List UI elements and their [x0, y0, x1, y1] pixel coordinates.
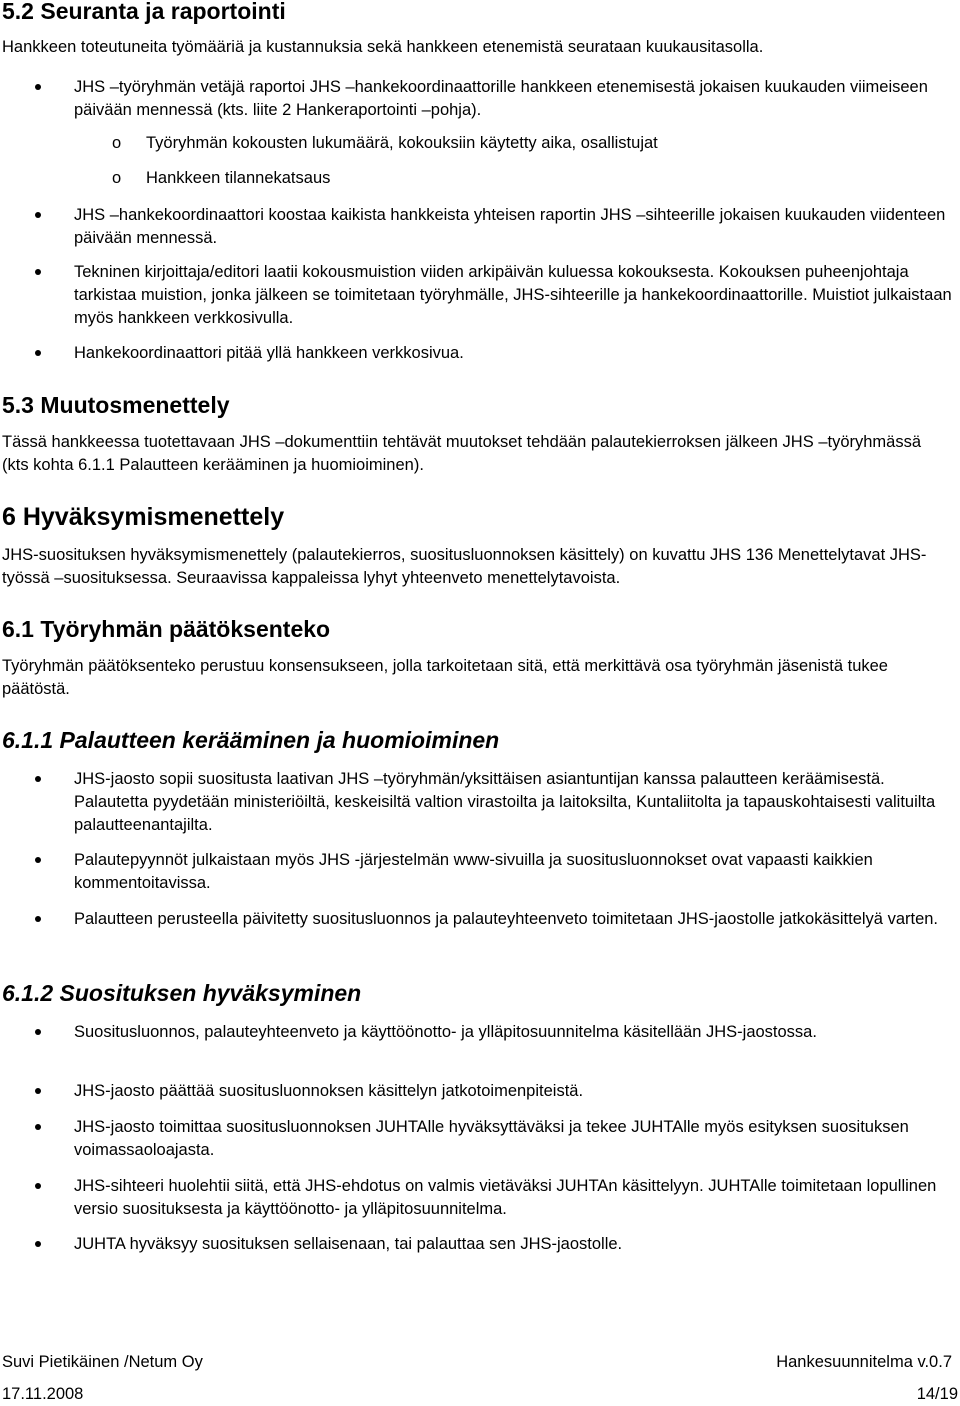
- section-heading-6-1: 6.1 Työryhmän päätöksenteko: [2, 616, 331, 642]
- section-heading-6-1-2: 6.1.2 Suosituksen hyväksyminen: [2, 980, 362, 1006]
- section-5-3-body: Tässä hankkeessa tuotettavaan JHS –dokumenttiin tehtävät muutokset tehdään palautekierroksen jälkeen JHS –työryhmässä (kts kohta 6.1.1 Palautteen kerääminen ja huomioiminen).: [2, 433, 922, 474]
- circle-bullet-icon: o: [112, 169, 122, 187]
- list-item-text: JUHTA hyväksyy suosituksen sellaisenaan, tai palauttaa sen JHS-jaostolle.: [74, 1235, 623, 1253]
- list-item-text: Hankekoordinaattori pitää yllä hankkeen verkkosivua.: [74, 344, 464, 362]
- list-item-text: JHS-jaosto päättää suositusluonnoksen käsittelyn jatkotoimenpiteistä.: [74, 1082, 584, 1100]
- bullet-icon: [35, 212, 41, 218]
- bullet-icon: [35, 1183, 41, 1189]
- bullet-icon: [35, 1241, 41, 1247]
- list-item-text: JHS-jaosto toimittaa suositusluonnoksen JUHTAlle hyväksyttäväksi ja tekee JUHTAlle myös esityksen suosituksen voimassaoloajasta.: [74, 1118, 909, 1159]
- sub-list-item-text: Hankkeen tilannekatsaus: [146, 169, 331, 187]
- footer-document-version: Hankesuunnitelma v.0.7: [776, 1353, 952, 1371]
- circle-bullet-icon: o: [112, 134, 122, 152]
- footer-author: Suvi Pietikäinen /Netum Oy: [2, 1353, 203, 1371]
- section-heading-6-1-1: 6.1.1 Palautteen kerääminen ja huomioiminen: [2, 727, 500, 753]
- footer-date: 17.11.2008: [2, 1385, 84, 1403]
- bullet-icon: [35, 916, 41, 922]
- section-6-body: JHS-suosituksen hyväksymismenettely (palautekierros, suositusluonnoksen käsittely) on kuvattu JHS 136 Menettelytavat JHS-työssä –suosituksessa. Seuraavissa kappaleissa lyhyt yhteenveto menettelytavoista.: [2, 546, 927, 587]
- list-item-text: Palautteen perusteella päivitetty suositusluonnos ja palauteyhteenveto toimitetaan JHS-jaostolle jatkokäsittelyä varten.: [74, 910, 939, 928]
- list-item-text: Palautepyynnöt julkaistaan myös JHS -järjestelmän www-sivuilla ja suositusluonnokset ovat vapaasti kaikkien kommentoitavissa.: [74, 851, 873, 892]
- bullet-icon: [35, 1124, 41, 1130]
- bullet-icon: [35, 1088, 41, 1094]
- section-heading-5-2: 5.2 Seuranta ja raportointi: [2, 0, 286, 24]
- section-heading-6: 6 Hyväksymismenettely: [2, 503, 285, 531]
- list-item-text: JHS –työryhmän vetäjä raportoi JHS –hankekoordinaattorille hankkeen etenemisestä jokaisen kuukauden viimeiseen päivään mennessä (kts. liite 2 Hankeraportointi –pohja).: [74, 78, 928, 119]
- bullet-icon: [35, 1029, 41, 1035]
- section-5-2-intro: Hankkeen toteutuneita työmääriä ja kustannuksia sekä hankkeen etenemistä seurataan kuukausitasolla.: [2, 38, 764, 56]
- bullet-icon: [35, 350, 41, 356]
- list-item-text: JHS-sihteeri huolehtii siitä, että JHS-ehdotus on valmis vietäväksi JUHTAn käsittelyyn. JUHTAlle toimitetaan lopullinen versio suosituksesta ja käyttöönotto- ja ylläpitosuunnitelma.: [74, 1177, 937, 1218]
- section-6-1-body: Työryhmän päätöksenteko perustuu konsensukseen, jolla tarkoitetaan sitä, että merkittävä osa työryhmän jäsenistä tukee päätöstä.: [2, 657, 888, 698]
- bullet-icon: [35, 84, 41, 90]
- bullet-icon: [35, 269, 41, 275]
- sub-list-item-text: Työryhmän kokousten lukumäärä, kokouksiin käytetty aika, osallistujat: [146, 134, 658, 152]
- list-item-text: JHS –hankekoordinaattori koostaa kaikista hankkeista yhteisen raportin JHS –sihteerille jokaisen kuukauden viidenteen päivään mennessä.: [74, 206, 946, 247]
- footer-page-number: 14/19: [916, 1385, 958, 1403]
- bullet-icon: [35, 857, 41, 863]
- bullet-icon: [35, 776, 41, 782]
- section-heading-5-3: 5.3 Muutosmenettely: [2, 392, 230, 418]
- list-item-text: Tekninen kirjoittaja/editori laatii kokousmuistion viiden arkipäivän kuluessa kokouksesta. Kokouksen puheenjohtaja tarkistaa muistion, jonka jälkeen se toimitetaan työryhmälle, JHS-sihteerille ja hankekoordinaattorille. Muistiot julkaistaan myös hankkeen verkkosivulla.: [74, 263, 952, 327]
- list-item-text: Suositusluonnos, palauteyhteenveto ja käyttöönotto- ja ylläpitosuunnitelma käsitellään JHS-jaostossa.: [74, 1023, 817, 1041]
- list-item-text: JHS-jaosto sopii suositusta laativan JHS –työryhmän/yksittäisen asiantuntijan kanssa palautteen keräämisestä. Palautetta pyydetään ministeriöiltä, keskeisiltä valtion virastoilta ja laitoksilta, Kuntaliitolta ja tapauskohtaisesti valituilta palautteenantajilta.: [74, 770, 936, 834]
